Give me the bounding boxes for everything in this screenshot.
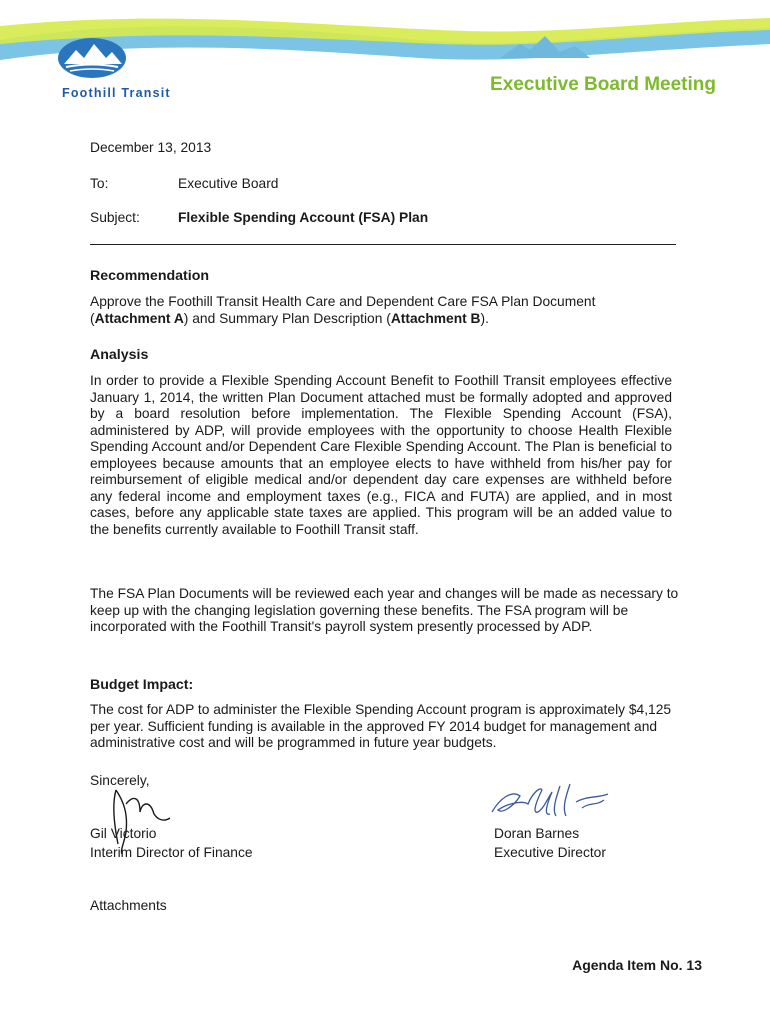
to-value: Executive Board [178,176,279,191]
attachment-b-ref: Attachment B [390,310,481,326]
recommendation-heading: Recommendation [90,268,210,284]
analysis-paragraph-2: The FSA Plan Documents will be reviewed each year and changes will be made as necessary to keep up with the changing legislation governing these benefits. The FSA program will be incorporated with the Foothill Transit's payroll system presently processed by ADP. [90,586,679,634]
signer1-title: Interim Director of Finance [90,845,253,860]
meeting-title: Executive Board Meeting [490,74,716,95]
attachment-a-ref: Attachment A [94,310,184,326]
subject-label: Subject: [90,210,140,225]
mountains-icon [56,36,128,80]
signer2-name: Doran Barnes [494,826,580,841]
signature-barnes [486,778,616,828]
recommendation-text [90,294,680,327]
budget-paragraph: The cost for ADP to administer the Flexible Spending Account program is approximately $4,125 per year. Sufficient funding is available in the approved FY 2014 budget for management and administrative cost and will be programmed in future year budgets. [90,702,672,750]
recommendation-line-2 [90,311,680,328]
salutation: Sincerely, [90,773,150,788]
to-label: To: [90,176,109,191]
signer1-name: Gil Victorio [90,826,157,841]
divider [90,244,676,245]
analysis-heading: Analysis [90,347,149,363]
paren-open: ( [90,310,95,326]
memo-date: December 13, 2013 [90,140,212,155]
recommendation-line-1: Approve the Foothill Transit Health Care and Dependent Care FSA Plan Document [90,294,596,309]
agenda-item-number: Agenda Item No. 13 [572,957,702,973]
budget-heading: Budget Impact: [90,677,194,693]
summary-text: ) and Summary Plan Description ( [183,310,391,326]
subject-value: Flexible Spending Account (FSA) Plan [178,210,429,225]
paren-close: ). [480,310,489,326]
analysis-paragraph-1: In order to provide a Flexible Spending Account Benefit to Foothill Transit employees effective January 1, 2014, the written Plan Document attached must be formally adopted and approved by a board resolution before implementation. The Flexible Spending Account (FSA), administered by ADP, will provide employees with the opportunity to choose Health Flexible Spending Account and/or Dependent Care Flexible Spending Account. The Plan is beneficial to employees because amounts that an employee elects to have withheld from his/her pay for reimbursement of eligible medical and/or dependent day care expenses are withheld before any federal income and employment taxes (e.g., FICA and FUTA) are applied, and in most cases, before any applicable state taxes are applied. This program will be an added value to the benefits currently available to Foothill Transit staff. [90,373,672,537]
brand-name: Foothill Transit [62,86,171,100]
attachments-label: Attachments [90,898,167,913]
signer2-title: Executive Director [494,845,606,860]
